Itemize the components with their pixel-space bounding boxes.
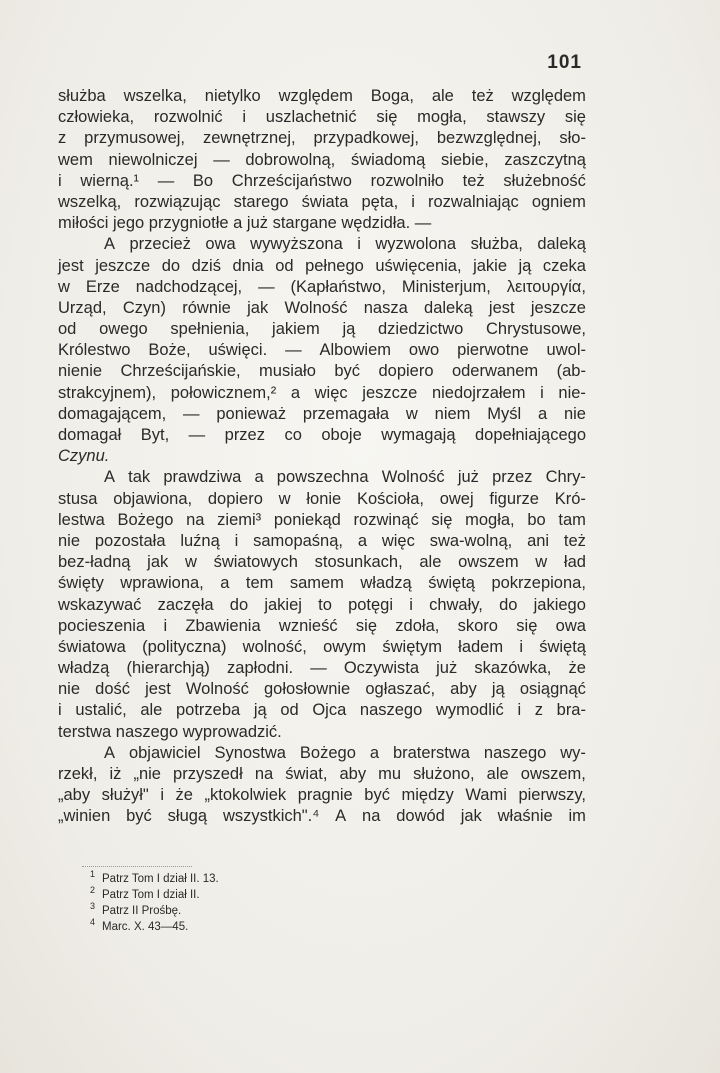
footnote-text: Patrz II Prośbę. [102, 904, 182, 917]
text-line: pocieszenia i Zbawienia wznieść się zdoła, skoro się owa [58, 616, 586, 635]
text-line: jest jeszcze do dziś dnia od pełnego uświęcenia, jakie ją czeka [58, 256, 586, 275]
text-line: bez-ładną jak w światowych stosunkach, ale owszem w ład [58, 553, 586, 572]
text-line: i ustalić, ale potrzeba ją od Ojca naszego wymodlić i z bra- [58, 701, 586, 720]
text-line: od owego spełnienia, jakiem ją dziedzictwo Chrystusowe, [58, 320, 586, 339]
footnote-mark: 2 [90, 885, 96, 895]
text-line: nienie Chrześcijańskie, musiało być dopiero oderwanem (ab- [58, 362, 586, 381]
text-line: lestwa Bożego na ziemi³ poniekąd rozwinąć się mogła, bo tam [58, 510, 586, 529]
text-line: wem niewolniczej — dobrowolną, świadomą siebie, zaszczytną [58, 150, 586, 169]
text-line: A tak prawdziwa a powszechna Wolność już przez Chry- [104, 468, 586, 487]
text-line: stusa objawiona, dopiero w łonie Kościoła, owej figurze Kró- [58, 489, 586, 508]
text-line: rzekł, iż „nie przyszedł na świat, aby mu służono, ale owszem, [58, 765, 586, 783]
text-line: „aby służył" i że „ktokolwiek pragnie być między Wami pierwszy, [58, 786, 586, 805]
text-line: święty wprawiona, a tem samem władzą świętą pokrzepiona, [58, 574, 586, 593]
text-line: Czynu. [58, 447, 110, 466]
footnote [90, 882, 219, 901]
text-line: nie pozostała luźną i samopaśną, a więc swa-wolną, ani też [58, 531, 586, 550]
text-line: człowieka, rozwolnić i uszlachetnić się mogła, stawszy się [58, 108, 586, 127]
text-line: władzą (hierarchją) zapłodni. — Oczywista już skazówka, że [58, 659, 586, 678]
text-line: miłości jego przygniotłe a już stargane wędzidła. — [58, 214, 432, 233]
text-line: i wierną.¹ — Bo Chrześcijaństwo rozwolniło też służebność [58, 171, 586, 190]
footnote-mark: 1 [90, 869, 96, 879]
body-text [58, 86, 586, 828]
text-line: A objawiciel Synostwa Bożego a braterstwa naszego wy- [104, 743, 586, 762]
footnote [90, 866, 219, 885]
footnotes [90, 866, 219, 933]
footnote-mark: 4 [90, 917, 96, 927]
footnote-mark: 3 [90, 901, 96, 911]
text-line: „winien być sługą wszystkich".⁴ A na dowód jak właśnie im [58, 807, 586, 826]
footnote-text: Marc. X. 43—45. [102, 920, 189, 933]
text-line: Królestwo Boże, uświęci. — Albowiem owo pierwotne uwol- [58, 341, 586, 360]
text-line: służba wszelka, nietylko względem Boga, ale też względem [58, 87, 586, 105]
page-number: 101 [547, 52, 582, 73]
text-line: wszelką, rozwiązując starego świata pęta, i rozwalniając ogniem [58, 192, 586, 211]
text-line: z przymusowej, zewnętrznej, przypadkowej, bezwzględnej, sło- [58, 129, 586, 148]
footnote [90, 914, 219, 933]
text-line: światowa (polityczna) wolność, owym świętym ładem i świętą [58, 637, 586, 656]
text-line: w Erze nadchodzącej, — (Kapłaństwo, Ministerjum, λειτουργία, [58, 277, 586, 296]
footnote-text: Patrz Tom I dział II. [102, 888, 200, 901]
text-line: terstwa naszego wyprowadzić. [58, 722, 282, 741]
text-line: Urząd, Czyn) równie jak Wolność nasza daleką jest jeszcze [58, 298, 586, 317]
text-line: A przecież owa wywyższona i wyzwolona służba, daleką [104, 235, 586, 254]
text-line: strakcyjnem), połowicznem,² a więc jeszcze niedojrzałem i nie- [58, 383, 586, 402]
text-line: wskazywać zaczęła do jakiej to potęgi i chwały, do jakiego [58, 595, 586, 614]
text-line: domagał Byt, — przez co oboje wymagają dopełniającego [58, 426, 586, 444]
text-line: domagającem, — ponieważ przemagała w niem Myśl a nie [58, 404, 586, 423]
footnote-text: Patrz Tom I dział II. 13. [102, 872, 219, 885]
text-line: nie dość jest Wolność gołosłownie ogłaszać, aby ją osiągnąć [58, 680, 586, 699]
